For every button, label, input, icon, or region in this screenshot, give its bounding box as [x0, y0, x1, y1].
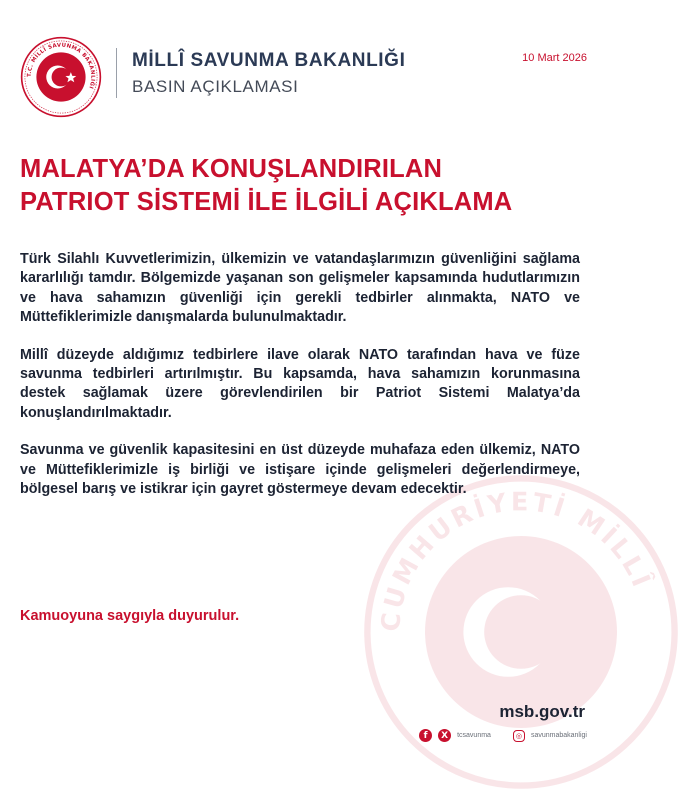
watermark-emblem	[361, 472, 681, 792]
header-divider	[116, 48, 117, 98]
title-line-2: PATRIOT SİSTEMİ İLE İLGİLİ AÇIKLAMA	[20, 188, 513, 216]
paragraph-2: Millî düzeyde aldığımız tedbirlere ilave olarak NATO tarafından hava ve füze savunma tedbirleri artırılmıştır. Bu kapsamda, hava sahamızın korunmasına destek sağlamak üzere görevlendirilen bir Patriot Sistemi Malatya’da konuşlandırılmaktadır.	[20, 346, 580, 421]
paragraph-3: Savunma ve güvenlik kapasitesini en üst düzeyde muhafaza eden ülkemiz, NATO ve Müttefiklerimizle iş birliği ve istişare içinde gelişmeleri değerlendirmeye, bölgesel barış ve istikrar için gayret göstermeye devam edecektir.	[20, 442, 580, 498]
closing-line: Kamuoyuna saygıyla duyurulur.	[20, 608, 240, 624]
watermark-text: CUMHURİYETİ MİLLÎ	[375, 487, 658, 633]
website-link[interactable]: msb.gov.tr	[499, 702, 585, 721]
instagram-icon[interactable]: ◎	[513, 730, 525, 742]
page-title	[20, 153, 580, 219]
ministry-emblem-logo	[20, 36, 102, 118]
x-icon[interactable]: X	[438, 729, 451, 742]
ministry-name: MİLLÎ SAVUNMA BAKANLIĞI	[132, 50, 406, 71]
document-type: BASIN AÇIKLAMASI	[132, 77, 299, 96]
release-date: 10 Mart 2026	[522, 52, 587, 64]
title-line-1: MALATYA’DA KONUŞLANDIRILAN	[20, 155, 443, 183]
paragraph-1: Türk Silahlı Kuvvetlerimizin, ülkemizin ve vatandaşlarımızın güvenliğini sağlama kararlılığı tamdır. Bölgemizde yaşanan son gelişmeler kapsamında hudutlarımızın ve hava sahamızın güvenliği için gerekli tedbirler alınmakta, NATO ve Müttefiklerimizle danışmalarda bulunulmaktadır.	[20, 251, 580, 326]
letterhead	[0, 0, 611, 140]
social-links	[419, 729, 587, 742]
statement-body	[20, 250, 580, 517]
facebook-icon[interactable]: f	[419, 729, 432, 742]
logo-ring-text: T.C. MİLLÎ SAVUNMA BAKANLIĞI	[26, 42, 96, 90]
social-handle-instagram[interactable]: savunmabakanligi	[530, 732, 587, 739]
social-handle-x[interactable]: tcsavunma	[457, 732, 491, 739]
